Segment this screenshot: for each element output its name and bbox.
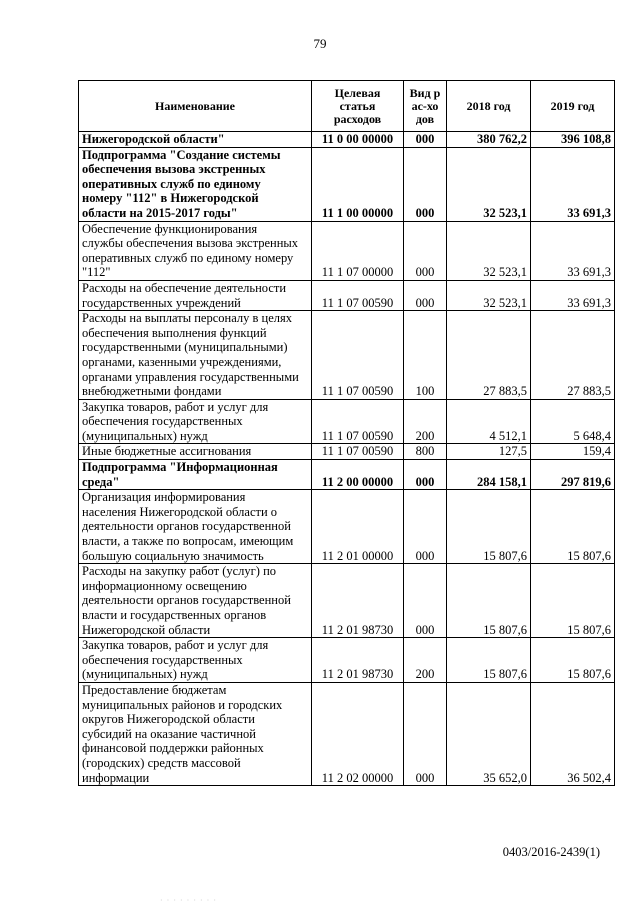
row-expense-type: 000 xyxy=(404,147,447,221)
header-2019: 2019 год xyxy=(531,81,615,132)
row-name xyxy=(79,147,312,221)
row-name xyxy=(79,221,312,280)
row-target-article: 11 1 07 00000 xyxy=(312,221,404,280)
row-name xyxy=(79,399,312,444)
document-code: 0403/2016-2439(1) xyxy=(502,845,600,859)
table-row xyxy=(79,564,615,638)
row-amount-2019: 396 108,8 xyxy=(531,132,615,148)
row-expense-type: 000 xyxy=(404,221,447,280)
table-row xyxy=(79,280,615,310)
row-target-article: 11 2 01 98730 xyxy=(312,638,404,683)
row-target-article: 11 1 07 00590 xyxy=(312,311,404,400)
row-target-article: 11 2 02 00000 xyxy=(312,682,404,785)
row-name xyxy=(79,460,312,490)
row-name-text: Иные бюджетные ассигнования xyxy=(82,444,252,459)
row-amount-2018: 32 523,1 xyxy=(447,221,531,280)
table-header-row xyxy=(79,81,615,132)
row-expense-type: 200 xyxy=(404,399,447,444)
row-name xyxy=(79,564,312,638)
header-vid-text: Вид рас-ходов xyxy=(409,85,441,126)
table-row xyxy=(79,311,615,400)
row-expense-type: 000 xyxy=(404,490,447,564)
row-amount-2018: 4 512,1 xyxy=(447,399,531,444)
row-name-text: Организация информирования населения Нижегородской области о деятельности органов государственной власти, а также по вопросам, имеющим большую социальную значимость xyxy=(82,490,294,563)
table-row xyxy=(79,221,615,280)
row-target-article: 11 1 00 00000 xyxy=(312,147,404,221)
row-amount-2018: 127,5 xyxy=(447,444,531,460)
row-amount-2018: 15 807,6 xyxy=(447,564,531,638)
row-expense-type: 000 xyxy=(404,460,447,490)
table-row xyxy=(79,444,615,460)
table-row xyxy=(79,682,615,785)
row-amount-2018: 380 762,2 xyxy=(447,132,531,148)
row-target-article: 11 2 00 00000 xyxy=(312,460,404,490)
row-expense-type: 800 xyxy=(404,444,447,460)
page-number: 79 xyxy=(313,36,327,51)
row-target-article: 11 1 07 00590 xyxy=(312,280,404,310)
row-amount-2018: 32 523,1 xyxy=(447,280,531,310)
row-amount-2019: 27 883,5 xyxy=(531,311,615,400)
header-code-text: Целевая статья расходов xyxy=(333,85,382,126)
row-target-article: 11 1 07 00590 xyxy=(312,399,404,444)
row-amount-2018: 27 883,5 xyxy=(447,311,531,400)
table-row xyxy=(79,399,615,444)
row-name-text: Нижегородской области" xyxy=(82,132,225,146)
row-amount-2018: 15 807,6 xyxy=(447,490,531,564)
row-amount-2019: 33 691,3 xyxy=(531,147,615,221)
table-row xyxy=(79,638,615,683)
budget-table xyxy=(78,80,615,786)
row-amount-2018: 32 523,1 xyxy=(447,147,531,221)
row-expense-type: 000 xyxy=(404,132,447,148)
row-name xyxy=(79,638,312,683)
row-amount-2018: 35 652,0 xyxy=(447,682,531,785)
row-amount-2019: 15 807,6 xyxy=(531,490,615,564)
row-amount-2019: 33 691,3 xyxy=(531,221,615,280)
row-amount-2019: 5 648,4 xyxy=(531,399,615,444)
row-amount-2019: 36 502,4 xyxy=(531,682,615,785)
row-target-article: 11 2 01 98730 xyxy=(312,564,404,638)
row-amount-2019: 297 819,6 xyxy=(531,460,615,490)
row-name-text: Обеспечение функционирования службы обеспечения вызова экстренных оперативных служб по единому номеру "112" xyxy=(82,221,299,280)
row-amount-2018: 15 807,6 xyxy=(447,638,531,683)
row-amount-2019: 159,4 xyxy=(531,444,615,460)
header-expense-type xyxy=(404,81,447,132)
row-target-article: 11 1 07 00590 xyxy=(312,444,404,460)
table-row xyxy=(79,147,615,221)
table-row xyxy=(79,132,615,148)
table-row xyxy=(79,490,615,564)
row-name-text: Расходы на обеспечение деятельности государственных учреждений xyxy=(82,280,287,310)
row-name-text: Закупка товаров, работ и услуг для обеспечения государственных (муниципальных) нужд xyxy=(82,638,269,682)
row-name xyxy=(79,280,312,310)
header-target-article xyxy=(312,81,404,132)
row-name-text: Подпрограмма "Информационная среда" xyxy=(82,460,278,489)
row-name-text: Предоставление бюджетам муниципальных районов и городских округов Нижегородской области субсидий на оказание частичной финансовой поддержки районных (городских) средств массовой информации xyxy=(82,682,283,785)
row-expense-type: 000 xyxy=(404,280,447,310)
row-name xyxy=(79,682,312,785)
row-name-text: Подпрограмма "Создание системы обеспечения вызова экстренных оперативных служб по единому номеру "112" в Нижегородской области на 2015-2017 годы" xyxy=(82,147,281,220)
row-target-article: 11 2 01 00000 xyxy=(312,490,404,564)
footer-faint-text: · · · · · · · · · xyxy=(160,896,217,905)
row-target-article: 11 0 00 00000 xyxy=(312,132,404,148)
row-amount-2019: 15 807,6 xyxy=(531,638,615,683)
row-expense-type: 100 xyxy=(404,311,447,400)
row-name xyxy=(79,132,312,148)
header-2018: 2018 год xyxy=(447,81,531,132)
table-row xyxy=(79,460,615,490)
row-name-text: Расходы на выплаты персоналу в целях обеспечения выполнения функций государственными (муниципальными) органами, казенными учреждениями, органами управления государственными внебюджетными фондами xyxy=(82,311,299,399)
row-amount-2019: 33 691,3 xyxy=(531,280,615,310)
row-expense-type: 200 xyxy=(404,638,447,683)
row-expense-type: 000 xyxy=(404,564,447,638)
row-name-text: Закупка товаров, работ и услуг для обеспечения государственных (муниципальных) нужд xyxy=(82,399,269,443)
row-amount-2018: 284 158,1 xyxy=(447,460,531,490)
row-name xyxy=(79,311,312,400)
row-amount-2019: 15 807,6 xyxy=(531,564,615,638)
header-name: Наименование xyxy=(79,81,312,132)
row-expense-type: 000 xyxy=(404,682,447,785)
row-name-text: Расходы на закупку работ (услуг) по информационному освещению деятельности органов государственной власти и государственных органов Нижегородской области xyxy=(82,564,291,637)
row-name xyxy=(79,444,312,460)
row-name xyxy=(79,490,312,564)
